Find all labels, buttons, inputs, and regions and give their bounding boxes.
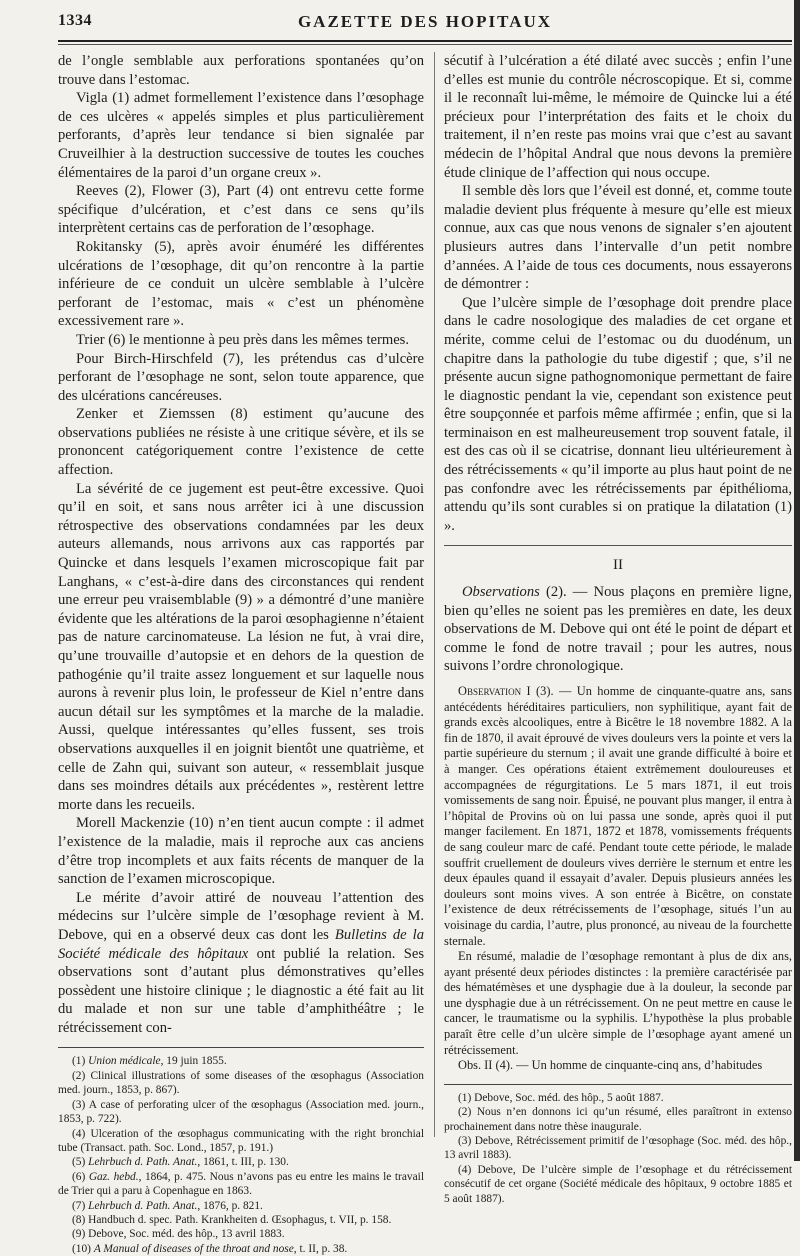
footnote-text: , 1861, t. III, p. 130.	[197, 1156, 289, 1169]
footnote-reference: Gaz. hebd.	[88, 1170, 139, 1183]
column-divider	[434, 52, 435, 1137]
footnote	[58, 1199, 424, 1213]
footnote-number: (7)	[72, 1199, 89, 1212]
footnote-reference: Lehrbuch d. Path. Anat.	[88, 1156, 198, 1169]
paragraph: de l’ongle semblable aux perforations spontanées qu’on trouve dans l’estomac.	[58, 53, 424, 88]
footnote-number: (2)	[72, 1069, 91, 1082]
footnote-number: (1)	[72, 1055, 89, 1068]
footnote-reference: Lehrbuch d. Path. Anat.	[88, 1199, 198, 1212]
observation-label: Observation	[458, 684, 522, 698]
journal-title: Bulletins de la Société médicale des hôpitaux	[58, 926, 425, 962]
paragraph: Rokitansky (5), après avoir énuméré les différentes ulcérations de l’œsophage, dit qu’on rencontre à la partie inférieure de ce conduit un ulcère semblable à l’ulcère perforant de l’estomac, mais « c’est un phénomène excessivement rare ».	[58, 238, 424, 330]
footnote-text: Debove, Soc. méd. des hôp., 13 avril 1883.	[88, 1228, 285, 1241]
footnote-number: (10)	[72, 1242, 94, 1255]
paragraph: Morell Mackenzie (10) n’en tient aucun compte : il admet l’existence de la maladie, mais il reproche aux cas anciens d’être trop incomplets et aux faits récents de manquer de la sanction de l’examen microscopique.	[58, 815, 424, 888]
section-heading: Observations	[462, 584, 540, 601]
page-header	[58, 12, 792, 38]
paragraph: La sévérité de ce jugement est peut-être excessive. Quoi qu’il en soit, et sans nous arrêter ici à une discussion rétrospective des observations condamnées par les deux auteurs allemands, nous arrivons aux cas rapportés par Quincke et dans lesquels l’examen microscopique fait par Langhans, « c’est-à-dire dans des circonstances qui rendent une erreur peu vraisemblable (9) » a démontré d’une manière évidente que les altérations de la paroi œsophagienne n’étaient pas de nature carcinomateuse. La lésion ne fut, à vrai dire, qu’une trouvaille d’autopsie et en dehors de la question de pathogénie qu’il traite assez longuement et sur laquelle nous aurons à revenir plus loin, le professeur de Kiel n’entre dans aucun détail sur les symptômes et la marche de la maladie. Aussi, quelque intéressantes qu’elles fussent, ses trois observations auxquelles il en joignit bientôt une quatrième, et celle de Zahn qui, suivant son auteur, « ressemblait jusque dans ses moindres détails aux précédentes », restèrent lettre morte dans les recueils.	[58, 480, 424, 813]
header-rule	[58, 40, 792, 42]
observation-paragraph	[444, 684, 792, 949]
footnote	[58, 1242, 424, 1256]
footnote	[444, 1091, 792, 1105]
footnote-text: Debove, De l’ulcère simple de l’œsophage et du rétrécissement consécutif de cet organe (Société médicale des hôpitaux, 9 octobre 1885 et 5 août 1887).	[444, 1163, 792, 1205]
footnote	[444, 1105, 792, 1134]
footnote-reference: Union médicale	[88, 1055, 161, 1068]
text-run: Le mérite d’avoir attiré de nouveau l’attention des médecins sur l’ulcère simple de l’œsophage revient à M. Debove, qui en a observé deux cas dont les	[58, 889, 424, 943]
paragraph	[444, 583, 792, 676]
paragraph: Que l’ulcère simple de l’œsophage doit prendre place dans le cadre nosologique des maladies de cet organe et mérite, comme celui de l’estomac ou du duodénum, un chapitre dans la pathologie du tube digestif ; que, s’il ne présente aucun signe pathognomonique permettant de faire le diagnostic pendant la vie, cependant son existence peut être soupçonnée et parfois même affirmée ; enfin, que si la terminaison en est malheureusement trop souvent fatale, il est des cas où il se cicatrise, donnant lieu ultérieurement à des rétrécissements « qu’il importe au plus haut point de ne pas confondre avec les rétrécissements par épithélioma, attendu qu’ils sont curables si on pratique la dilatation (1) ».	[444, 294, 792, 534]
footnote-number: (6)	[72, 1170, 89, 1183]
paragraph: Trier (6) le mentionne à peu près dans les mêmes termes.	[76, 331, 409, 348]
footnote-text: Debove, Soc. méd. des hôp., 5 août 1887.	[474, 1091, 664, 1104]
footnote	[58, 1213, 424, 1227]
footnote	[58, 1127, 424, 1156]
footnote-number: (3)	[72, 1098, 89, 1111]
footnote-number: (3)	[458, 1135, 475, 1148]
footnote	[58, 1227, 424, 1241]
page-number: 1334	[58, 12, 92, 29]
footnote	[58, 1170, 424, 1199]
footnote-number: (4)	[72, 1127, 91, 1140]
footnote	[58, 1069, 424, 1098]
footnote-text: Nous n’en donnons ici qu’un résumé, elles paraîtront in extenso prochainement dans notre thèse inaugurale.	[444, 1106, 792, 1133]
paragraph: sécutif à l’ulcération a été dilaté avec succès ; enfin l’une d’elles est munie du contrôle nécroscopique. Et si, comme il le reconnaît lui-même, le mémoire de Quincke lui a été précieux pour l’interprétation des faits et le choix du traitement, il n’en reste pas moins vrai que c’est au savant médecin de l’hôpital Andral que nous devons la première étude clinique de l’affection qui nous occupe.	[444, 53, 792, 181]
footnotes-right	[444, 1091, 792, 1206]
page-edge	[794, 0, 800, 1161]
header-rule-thin	[58, 44, 792, 45]
footnote	[58, 1098, 424, 1127]
footnote	[58, 1155, 424, 1169]
left-column	[58, 52, 424, 1256]
paragraph: Zenker et Ziemssen (8) estiment qu’aucune des observations publiées ne résiste à une critique sévère, et ils se prononcent catégoriquement contre l’existence de cette affection.	[58, 406, 424, 479]
footnote	[444, 1134, 792, 1163]
text-run: I (3). — Un homme de cinquante-quatre ans, sans antécédents héréditaires particuliers, non syphilitique, ayant fait de grands excès alcooliques, entre à Bicêtre le 18 novembre 1882. A la fin de 1870, il avait éprouvé de vives douleurs vers la pointe et vers la partie supérieure du sternum ; il avait une grande difficulté à boire et à manger. Ces opérations étaient extrêmement douloureuses et accompagnées de régurgitations. Le 5 mars 1871, il eut trois vomissements de sang noir. Épuisé, ne pouvant plus manger, il entra à l’hôpital de Provins où on lui passa une sonde, après quoi il put manger facilement. En 1871, 1872 et 1878, vomissements fréquents de sang couleur marc de café. Pendant toute cette période, le malade souffrit cruellement de douleurs vives derrière le sternum et entre les deux épaules quand il essayait d’avaler. Depuis plusieurs années les douleurs sont moins vives. A son entrée à Bicêtre, on constate l’existence de deux rétrécissements de l’œsophage, situés l’un au voisinage du cardia, l’autre, plus prononcé, au niveau de la fourchette sternale.	[444, 684, 792, 948]
footnote-number: (1)	[458, 1091, 475, 1104]
paragraph: Reeves (2), Flower (3), Part (4) ont entrevu cette forme spécifique d’ulcération, et c’est dans ce sens qu’ils interprètent certains cas de perforation de l’œsophage.	[58, 183, 424, 237]
footnote-text: , 1864, p. 475. Nous n’avons pas eu entre les mains le travail de Trier qui a paru à Copenhague en 1863.	[58, 1170, 424, 1198]
paragraph: Vigla (1) admet formellement l’existence dans l’œsophage de ces ulcères « appelés simples et plus particulièrement perforants, d’après leur tendance si bien signalée par Cruveilhier à la destruction successive de toutes les couches élémentaires de la paroi d’un organe creux ».	[58, 90, 424, 181]
footnotes-left	[58, 1054, 424, 1256]
observation-paragraph: Obs. II (4). — Un homme de cinquante-cinq ans, d’habitudes	[458, 1058, 763, 1073]
text-run: (2). — Nous plaçons en première ligne, bien qu’elles ne soient pas les premières en date, les deux observations de M. Debove qui ont été le point de départ et comme le fond de notre travail ; pour les autres, nous suivons l’ordre chronologique.	[444, 584, 792, 675]
footnote-number: (5)	[72, 1156, 89, 1169]
publication-title: GAZETTE DES HOPITAUX	[297, 12, 553, 31]
right-column	[444, 52, 792, 1206]
observation-paragraph: En résumé, maladie de l’œsophage remontant à plus de dix ans, ayant présenté deux périodes distinctes : la première caractérisée par des hématémèses et une dysphagie due à la douleur, la seconde par une dysphagie due à un rétrécissement. On ne peut mettre en cause le cancer, le traumatisme ou la syphilis. L’hypothèse la plus probable paraît être celle d’un ulcère simple de l’œsophage ayant amené un rétrécissement.	[444, 949, 792, 1057]
paragraph: Il semble dès lors que l’éveil est donné, et, comme toute maladie devient plus fréquente à mesure qu’elle est mieux connue, aux cas que nous venons de signaler s’en ajoutent plusieurs autres dans l’intervalle d’un petit nombre d’années. A l’aide de tous ces documents, nous essayerons de démontrer :	[444, 183, 792, 293]
section-rule	[444, 545, 792, 546]
footnote-number: (4)	[458, 1163, 478, 1176]
footnote-text: Ulceration of the œsophagus communicating with the right bronchial tube (Transact. path. Soc. Lond., 1857, p. 191.)	[58, 1127, 424, 1154]
text-run: ont publié la relation. Ses observations sont d’autant plus démonstratives qu’elles possèdent une histoire clinique ; le diagnostic a été fait au lit du malade et non sur une table d’amphithéâtre ; le rétrécissement con-	[58, 945, 424, 1036]
paragraph	[58, 889, 424, 1038]
footnote-text: , 19 juin 1855.	[160, 1055, 227, 1068]
footnote-text: , t. II, p. 38.	[293, 1242, 348, 1255]
footnote-number: (2)	[458, 1106, 477, 1119]
footnote	[444, 1163, 792, 1206]
footnote-text: Handbuch d. spec. Path. Krankheiten d. Œsophagus, t. VII, p. 158.	[88, 1213, 392, 1226]
paragraph: Pour Birch-Hirschfeld (7), les prétendus cas d’ulcère perforant de l’œsophage ne sont, selon toute apparence, que des ulcérations cancéreuses.	[58, 350, 424, 404]
footnote-rule	[58, 1047, 424, 1048]
footnote-text: Debove, Rétrécissement primitif de l’œsophage (Soc. méd. des hôp., 13 avril 1883).	[444, 1135, 792, 1162]
footnote	[58, 1054, 424, 1068]
footnote-text: A case of perforating ulcer of the œsophagus (Association med. journ., 1853, p. 722).	[58, 1098, 424, 1126]
footnote-rule	[444, 1084, 792, 1085]
section-number: II	[613, 557, 623, 574]
footnote-text: Clinical illustrations of some diseases of the œsophagus (Association med. journ., 1853, p. 867).	[58, 1069, 424, 1097]
footnote-reference: A Manual of diseases of the throat and nose	[93, 1242, 294, 1255]
footnote-number: (8)	[72, 1213, 89, 1226]
footnote-text: , 1876, p. 821.	[197, 1199, 263, 1212]
footnote-number: (9)	[72, 1228, 89, 1241]
